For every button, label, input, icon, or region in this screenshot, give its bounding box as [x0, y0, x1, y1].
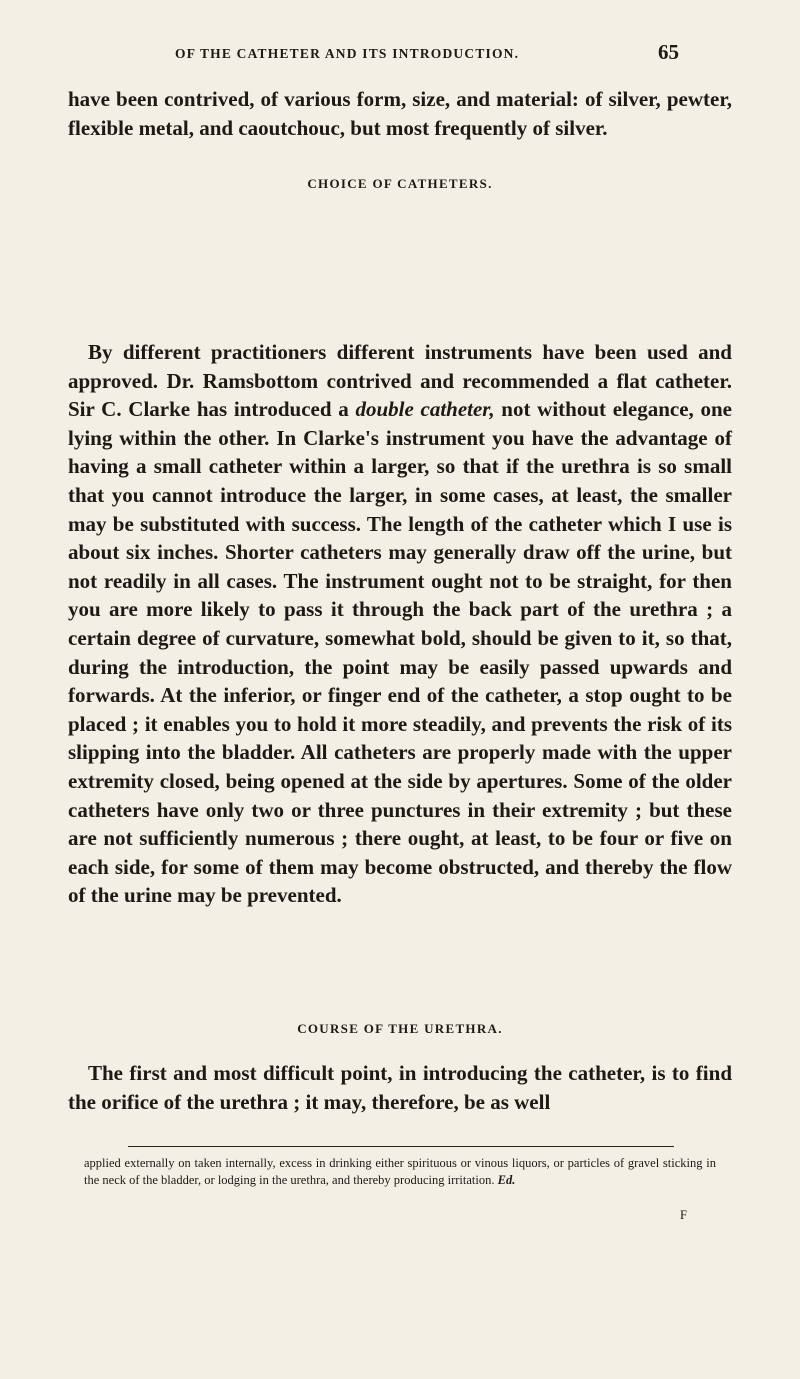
section-heading-course-of-urethra: COURSE OF THE URETHRA. — [297, 1021, 503, 1036]
paragraph-text-start: By different practitioners different instruments have been used and approved. Dr. Ramsbottom contrived and recommended a flat catheter. Sir C. Clarke has introduced a — [68, 340, 732, 422]
signature-mark: F — [680, 1208, 687, 1222]
footnote-editor-mark: Ed. — [497, 1172, 516, 1187]
paragraph-choice-of-catheters — [68, 338, 732, 910]
running-title: OF THE CATHETER AND ITS INTRODUCTION. — [175, 46, 520, 61]
footnote-text: applied externally on taken internally, excess in drinking either spirituous or vinous liquors, or particles of gravel sticking in the neck of the bladder, or lodging in the urethra, and thereby producing irritation. — [84, 1156, 716, 1187]
paragraph-course-of-urethra: The first and most difficult point, in introducing the catheter, is to find the orifice of the urethra ; it may, therefore, be as well — [68, 1061, 732, 1114]
section-heading-choice-of-catheters: CHOICE OF CATHETERS. — [307, 176, 493, 191]
page-number: 65 — [658, 40, 679, 64]
paragraph-continued: have been contrived, of various form, size, and material: of silver, pewter, flexible metal, and caoutchouc, but most frequently of silver. — [68, 87, 732, 140]
footnote — [84, 1155, 716, 1189]
italic-term-double-catheter: double catheter, — [355, 397, 495, 422]
paragraph-text-rest: not without elegance, one lying within the other. In Clarke's instrument you have the advantage of having a small catheter within a larger, so that if the urethra is so small that you cannot introduce the larger, in some cases, at least, the smaller may be substituted with success. The length of the catheter which I use is about six inches. Shorter catheters may generally draw off the urine, but not readily in all cases. The instrument ought not to be straight, for then you are more likely to pass it through the back part of the urethra ; a certain degree of curvature, somewhat bold, should be given to it, so that, during the introduction, the point may be easily passed upwards and forwards. At the inferior, or finger end of the catheter, a stop ought to be placed ; it enables you to hold it more steadily, and prevents the risk of its slipping into the bladder. All catheters are properly made with the upper extremity closed, being opened at the side by apertures. Some of the older catheters have only two or three punctures in their extremity ; but these are not sufficiently numerous ; there ought, at least, to be four or five on each side, for some of them may become obstructed, and thereby the flow of the urine may be prevented. — [68, 397, 732, 908]
footnote-divider — [128, 1146, 674, 1147]
running-head — [0, 40, 800, 66]
